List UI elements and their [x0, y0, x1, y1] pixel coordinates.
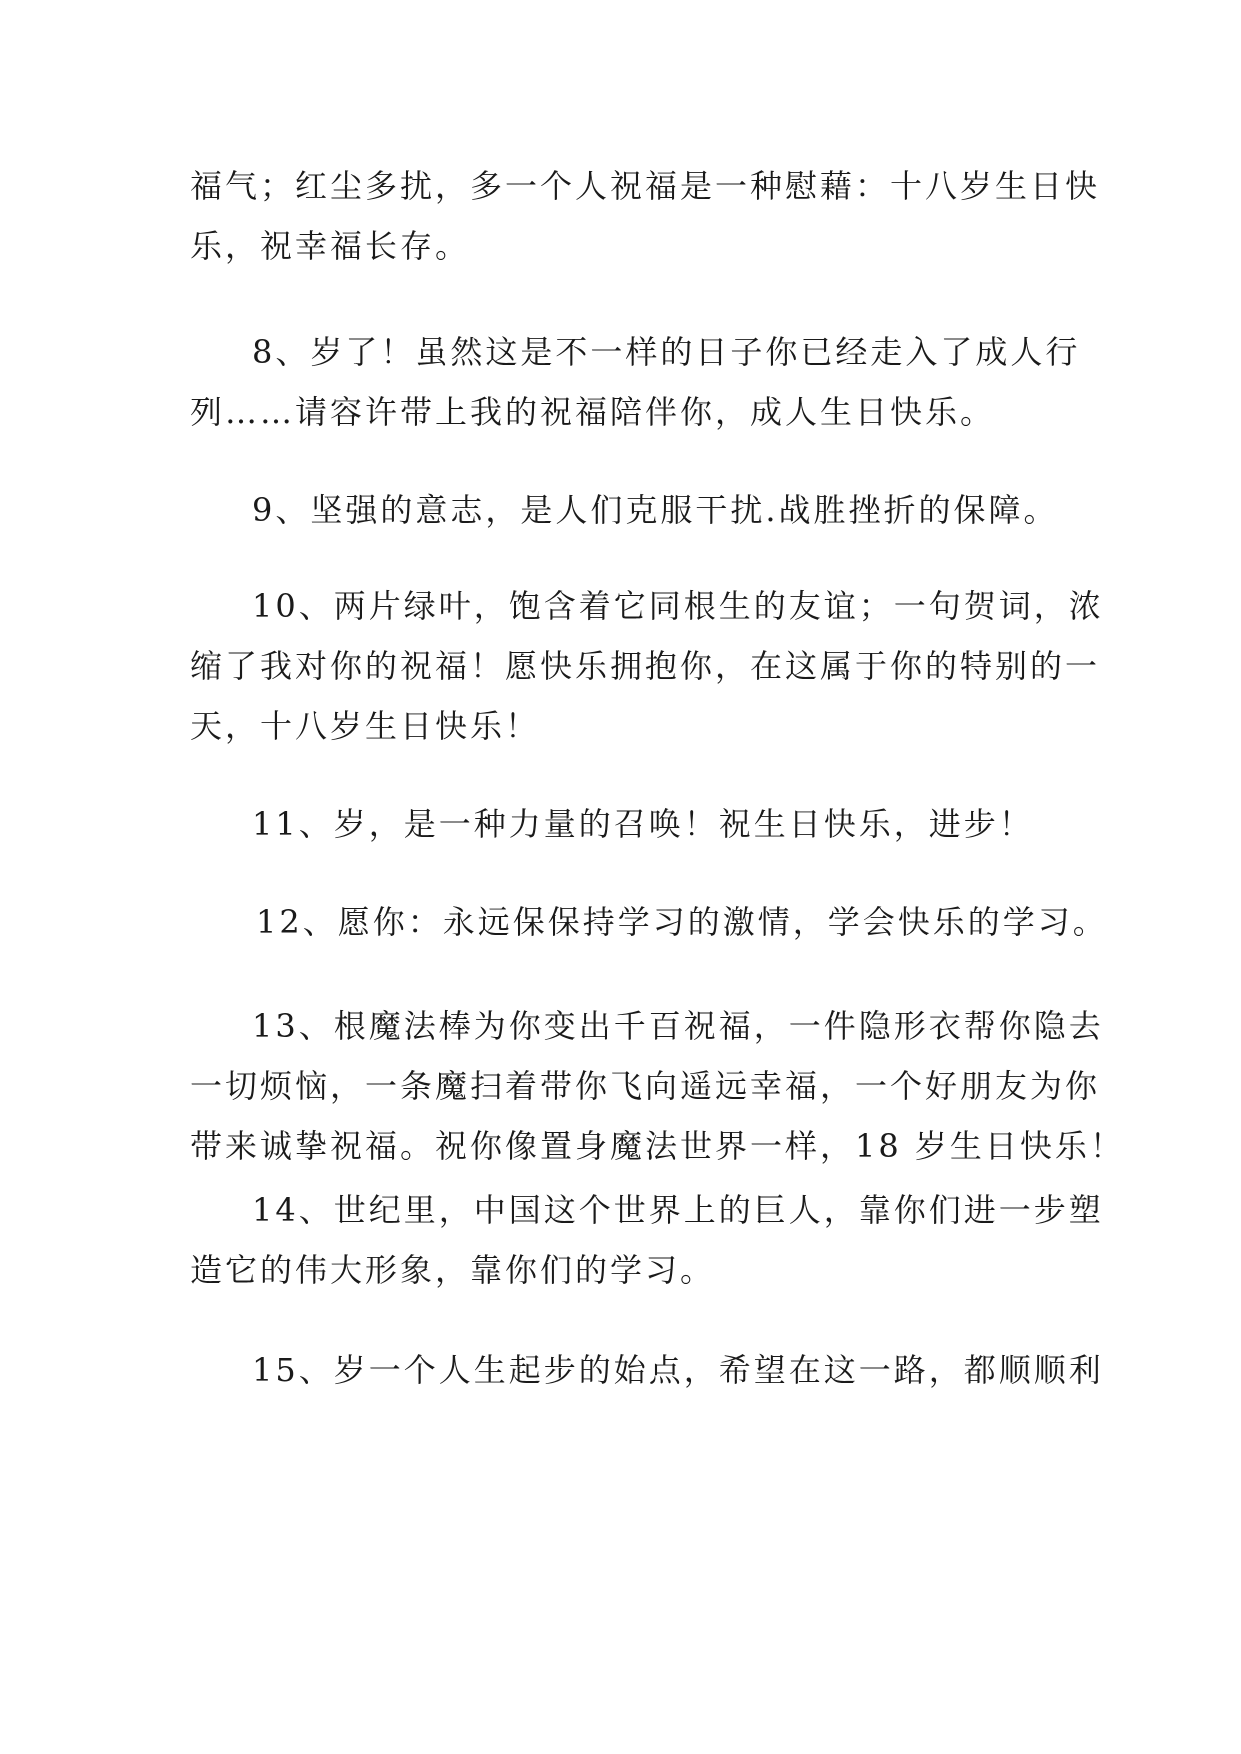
paragraph-line: 一切烦恼，一条魔扫着带你飞向遥远幸福，一个好朋友为你: [190, 1067, 1101, 1105]
paragraph-line: 15、岁一个人生起步的始点，希望在这一路，都顺顺利: [252, 1351, 1104, 1389]
paragraph-line: 天，十八岁生日快乐！: [190, 707, 541, 745]
paragraph-line: 列……请容许带上我的祝福陪伴你，成人生日快乐。: [190, 393, 996, 431]
paragraph-7-continued: [190, 156, 1101, 276]
paragraph-12: [190, 892, 1108, 952]
paragraph-line: 9、坚强的意志，是人们克服干扰.战胜挫折的保障。: [252, 491, 1059, 529]
paragraph-line: 乐，祝幸福长存。: [190, 227, 471, 265]
paragraph-line: 10、两片绿叶，饱含着它同根生的友谊；一句贺词，浓: [252, 587, 1104, 625]
paragraph-11: [190, 794, 1070, 854]
paragraph-line: 缩了我对你的祝福！愿快乐拥抱你，在这属于你的特别的一: [190, 647, 1101, 685]
paragraph-line: 造它的伟大形象，靠你们的学习。: [190, 1251, 716, 1289]
paragraph-line: 福气；红尘多扰，多一个人祝福是一种慰藉：十八岁生日快: [190, 167, 1101, 205]
paragraph-line: 12、愿你：永远保保持学习的激情，学会快乐的学习。: [256, 903, 1108, 941]
paragraph-line: 13、根魔法棒为你变出千百祝福，一件隐形衣帮你隐去: [252, 1007, 1104, 1045]
paragraph-13: [190, 996, 1125, 1176]
paragraph-line: 8、岁了！虽然这是不一样的日子你已经走入了成人行: [252, 333, 1081, 371]
paragraph-line: 11、岁，是一种力量的召唤！祝生日快乐，进步！: [252, 805, 1034, 843]
paragraph-9: [190, 480, 1070, 540]
paragraph-10: [190, 576, 1104, 756]
paragraph-line: 带来诚挚祝福。祝你像置身魔法世界一样，18 岁生日快乐！: [190, 1127, 1125, 1165]
paragraph-14: [190, 1180, 1104, 1300]
paragraph-8: [190, 322, 1081, 442]
paragraph-15: [190, 1340, 1104, 1400]
paragraph-line: 14、世纪里，中国这个世界上的巨人，靠你们进一步塑: [252, 1191, 1104, 1229]
